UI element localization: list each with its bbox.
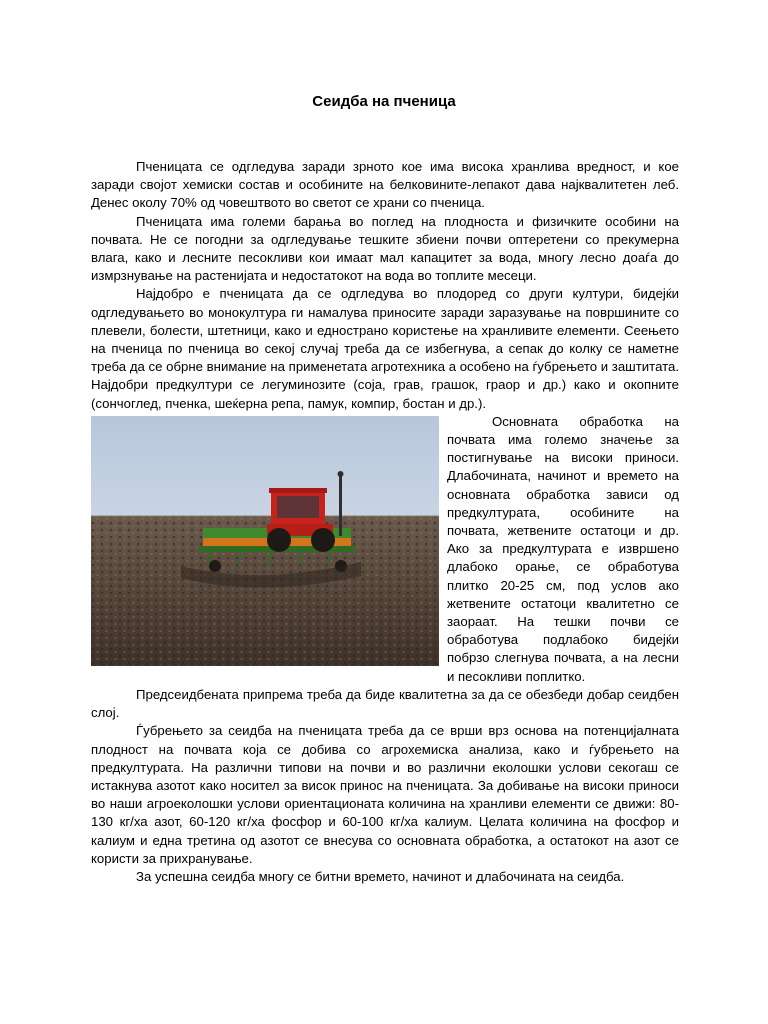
document-title: Сеидба на пченица: [312, 93, 456, 110]
paragraph-1: Пченицата се одгледува заради зрното кое има висока хранлива вредност, и кое заради својот хемиски состав и особините на белковините-лепакот дава најквалитетен леб. Денес околу 70% од човештвото во светот се храни со пченица.: [91, 159, 679, 211]
paragraph-6: Ѓубрењето за сеидба на пченицата треба да се врши врз основа на потенцијалната плодност на почвата која се добива со агрохемиска анализа, како и ѓубрењето на предкултурата. На различни типови на почви и во различни еколошки услови секогаш се истакнува азотот како носител за висок принос на пченицата. За добивање на високи приноси во наши агроеколошки услови ориентационата количина на хранливи елементи се движи: 80-130 кг/ха азот, 60-120 кг/ха фосфор и 60-100 кг/ха калиум. Целата количина на фосфор и калиум и една третина од азотот се внесува со основната обработка, а остатокот на азот се користи за прихранување.: [91, 723, 679, 866]
paragraph-2: Пченицата има големи барања во поглед на плодноста и физичките особини на почвата. Не се погодни за одгледување тешките збиени почви оптеретени со прекумерна влага, како и лесните песокливи кои имаат мал капацитет за вода, многу лесно доаѓа до измрзнување на растенијата и недостатокот на вода во топлите месеци.: [91, 213, 679, 284]
document-body: [91, 158, 679, 886]
paragraph-3: Најдобро е пченицата да се одгледува во плодоред со други култури, бидејќи одгледувањето во монокултура ги намалува приносите заради заразување на површините со плевели, болести, штетници, како и еднострано користење на хранливите елементи. Сеењето на пченица по пченица во секој случај треба да се избегнува, а сепак до колку се наметне треба да се обрне внимание на применетата агротехника а особено на ѓубрењето и заштитата. Најдобри предкултури се легуминозите (соја, грав, грашок, граор и др.) како и окопните (сончоглед, пченка, шеќерна репа, памук, компир, бостан и др.).: [91, 286, 679, 411]
tractor-sowing-photo: [91, 416, 439, 666]
paragraph-5: Предсеидбената припрема треба да биде квалитетна за да се обезбеди добар сеидбен слој.: [91, 686, 679, 721]
paragraph-4: Основната обработка на почвата има големо значење за постигнување на високи приноси. Длабочината, начинот и времето на основната обработка зависи од предкултурата, особините на почвата, жетвените остатоци и др. Ако за предкултурата е извршено длабоко орање, се обработува плитко 20-25 см, под услов ако жетвените остатоци квалитетно се заораат. На тешки почви се обработува подлабоко бидејќи побрзо слегнува почвата, а на лесни и песокливи поплитко.: [447, 413, 679, 684]
tractor-photo-illustration: [91, 416, 439, 666]
paragraph-7: За успешна сеидба многу се битни времето, начинот и длабочината на сеидба.: [136, 868, 625, 884]
